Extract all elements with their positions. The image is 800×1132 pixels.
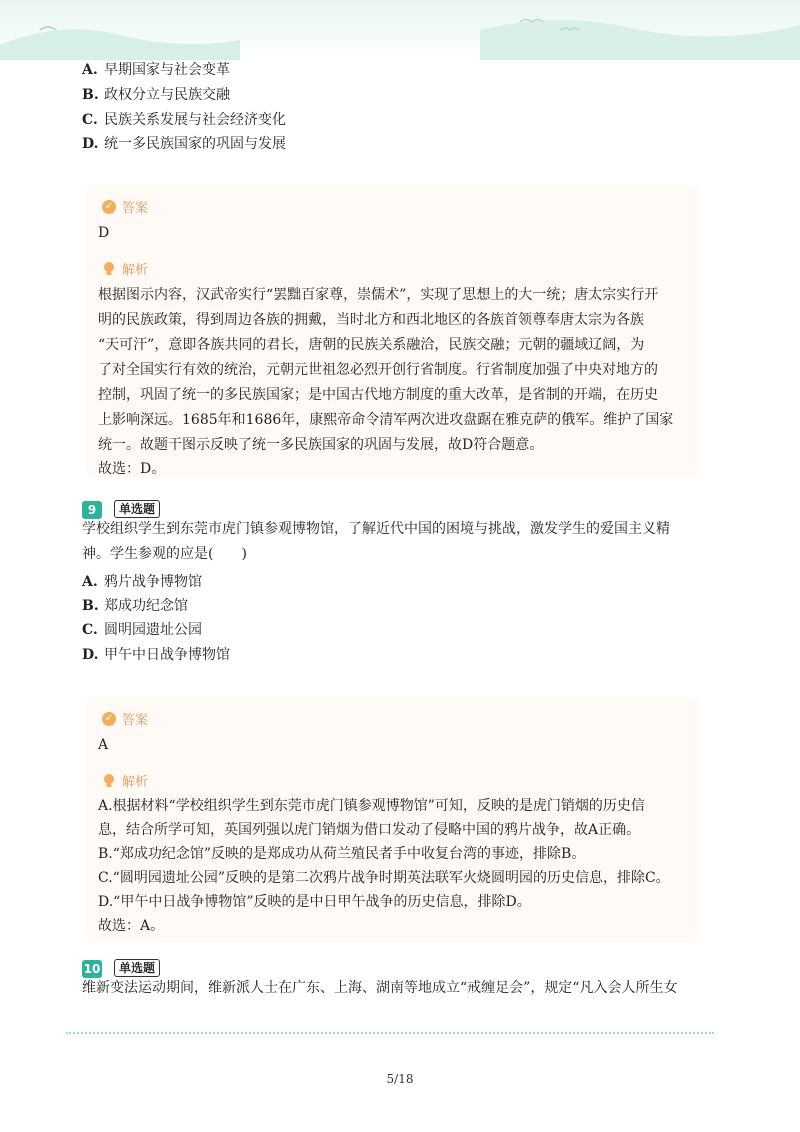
option-text: 圆明园遗址公园 <box>104 622 202 638</box>
question-type-badge: 单选题 <box>114 959 160 977</box>
answer-heading <box>102 709 148 728</box>
lightbulb-icon <box>102 773 116 789</box>
analysis-conclusion: 故选：A。 <box>98 918 165 934</box>
option-letter: B. <box>82 598 99 614</box>
option-letter: D. <box>82 647 99 663</box>
option-b <box>82 85 230 105</box>
answer-value: A <box>98 737 109 753</box>
option-b <box>82 596 188 616</box>
analysis-label: 解析 <box>122 775 149 790</box>
option-letter: A. <box>82 574 98 590</box>
option-d <box>82 645 230 665</box>
page-number: 5/18 <box>386 1072 414 1086</box>
option-letter: B. <box>82 87 99 103</box>
option-a <box>82 572 202 592</box>
answer-label: 答案 <box>122 713 149 728</box>
option-text: 甲午中日战争博物馆 <box>104 647 230 663</box>
option-c <box>82 620 202 640</box>
option-c <box>82 110 286 130</box>
question-number: 10 <box>83 962 101 976</box>
analysis-line: C.“圆明园遗址公园”反映的是第二次鸦片战争时期英法联军火烧圆明园的历史信息，排除C。 <box>98 870 670 886</box>
landscape-decoration <box>0 0 800 60</box>
option-text: 政权分立与民族交融 <box>104 87 230 103</box>
answer-box <box>86 697 700 942</box>
option-letter: D. <box>82 136 99 152</box>
question-type-badge: 单选题 <box>114 500 160 518</box>
option-text: 统一多民族国家的巩固与发展 <box>104 136 286 152</box>
lightbulb-icon <box>102 261 116 277</box>
analysis-line: 统一。故题干图示反映了统一多民族国家的巩固与发展，故D符合题意。 <box>98 437 544 453</box>
option-d <box>82 134 286 154</box>
question-stem: 神。学生参观的应是( ) <box>82 546 247 562</box>
analysis-heading <box>102 259 148 278</box>
check-icon: ✓ <box>102 712 116 726</box>
analysis-line: 了对全国实行有效的统治，元朝元世祖忽必烈开创行省制度。行省制度加强了中央对地方的 <box>98 362 658 378</box>
analysis-heading <box>102 771 148 790</box>
analysis-conclusion: 故选：D。 <box>98 461 166 477</box>
analysis-line: 根据图示内容，汉武帝实行“罢黜百家尊，崇儒术”，实现了思想上的大一统；唐太宗实行开 <box>98 287 659 303</box>
analysis-line: 控制，巩固了统一的多民族国家；是中国古代地方制度的重大改革，是省制的开端，在历史 <box>98 387 658 403</box>
analysis-line: 明的民族政策，得到周边各族的拥戴，当时北方和西北地区的各族首领尊奉唐太宗为各族 <box>98 312 644 328</box>
analysis-label: 解析 <box>122 263 149 278</box>
answer-value: D <box>98 225 110 241</box>
footer-divider <box>66 1032 714 1034</box>
option-text: 早期国家与社会变革 <box>104 62 230 78</box>
question-number: 9 <box>82 501 102 519</box>
option-letter: A. <box>82 62 98 78</box>
analysis-line: A.根据材料“学校组织学生到东莞市虎门镇参观博物馆”可知，反映的是虎门销烟的历史信 <box>98 798 645 814</box>
option-letter: C. <box>82 112 98 128</box>
answer-label: 答案 <box>122 201 149 216</box>
option-text: 民族关系发展与社会经济变化 <box>104 112 286 128</box>
option-text: 郑成功纪念馆 <box>104 598 188 614</box>
question-stem: 维新变法运动期间，维新派人士在广东、上海、湖南等地成立“戒缠足会”，规定“凡入会人所生女 <box>82 980 678 996</box>
analysis-line: 息，结合所学可知，英国列强以虎门销烟为借口发动了侵略中国的鸦片战争，故A正确。 <box>98 822 641 838</box>
header-decoration <box>0 0 800 60</box>
question-stem: 学校组织学生到东莞市虎门镇参观博物馆，了解近代中国的困境与挑战，激发学生的爱国主义精 <box>82 521 670 537</box>
check-icon: ✓ <box>102 200 116 214</box>
answer-heading <box>102 197 148 216</box>
analysis-line: 上影响深远。1685年和1686年，康熙帝命令清军两次进攻盘踞在雅克萨的俄军。维护了国家 <box>98 412 674 428</box>
option-a <box>82 60 230 80</box>
analysis-line: “天可汗”，意即各族共同的君长，唐朝的民族关系融洽，民族交融；元朝的疆域辽阔，为 <box>98 337 645 353</box>
answer-box <box>86 185 700 477</box>
option-text: 鸦片战争博物馆 <box>104 574 202 590</box>
option-letter: C. <box>82 622 98 638</box>
analysis-line: D.“甲午中日战争博物馆”反映的是中日甲午战争的历史信息，排除D。 <box>98 894 531 910</box>
analysis-line: B.“郑成功纪念馆”反映的是郑成功从荷兰殖民者手中收复台湾的事迹，排除B。 <box>98 846 586 862</box>
